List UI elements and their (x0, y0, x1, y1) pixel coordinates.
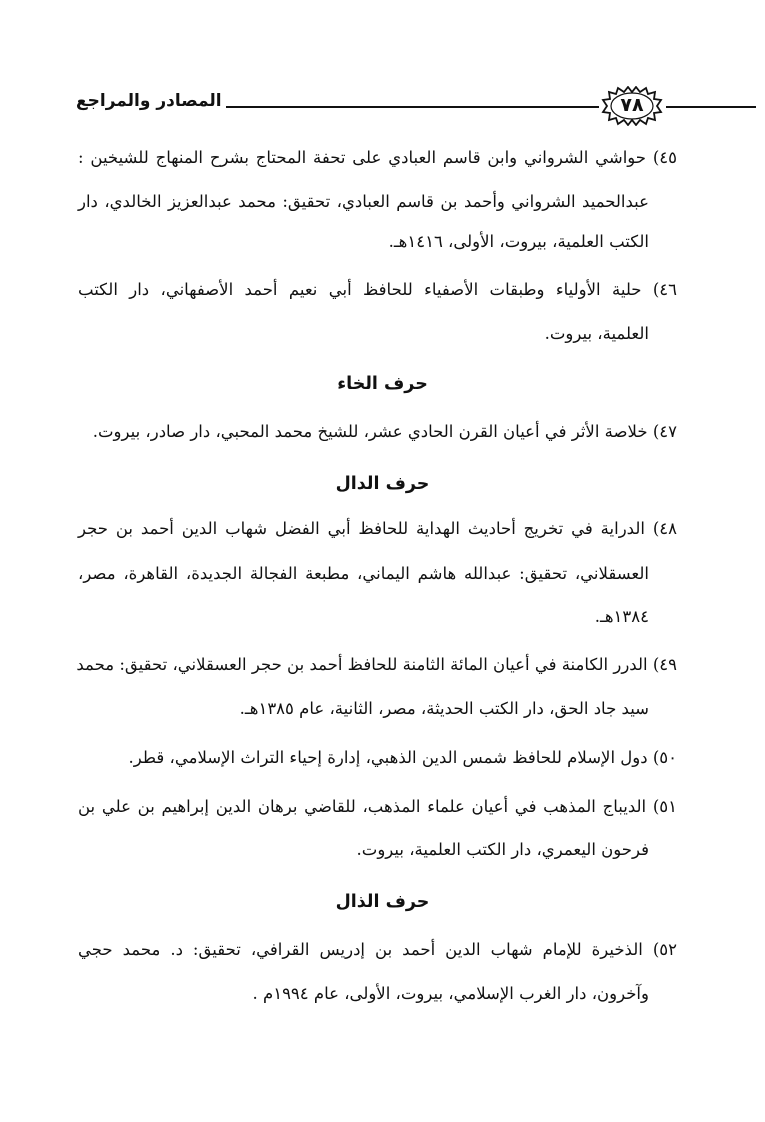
header-rule-left (214, 106, 599, 108)
entry-50-line-1: ٥٠) دول الإسلام للحافظ شمس الدين الذهبي، إدارة إحياء التراث الإسلامي، قطر. (128, 748, 677, 767)
entry-46-line-1: ٤٦) حلية الأولياء وطبقات الأصفياء للحافظ أبي نعيم أحمد الأصفهاني، دار الكتب (78, 280, 677, 299)
entry-45-line-1: ٤٥) حواشي الشرواني وابن قاسم العبادي على تحفة المحتاج بشرح المنهاج للشيخين : (78, 148, 677, 167)
section-heading-dal: حرف الدال (335, 474, 430, 494)
entry-47-line-1: ٤٧) خلاصة الأثر في أعيان القرن الحادي عشر، للشيخ محمد المحبي، دار صادر، بيروت. (92, 422, 677, 441)
running-title: المصادر والمراجع (76, 91, 226, 111)
entry-48-line-3: ١٣٨٤هـ. (594, 607, 649, 626)
entry-45-line-3: الكتب العلمية، بيروت، الأولى، ١٤١٦هـ. (388, 232, 649, 251)
page-number: ٧٨ (620, 94, 644, 116)
page-header (76, 86, 680, 126)
section-heading-dhal: حرف الذال (335, 892, 430, 912)
entry-52-line-1: ٥٢) الذخيرة للإمام شهاب الدين أحمد بن إدريس القرافي، تحقيق: د. محمد حجي (78, 940, 677, 959)
entry-48-line-2: العسقلاني، تحقيق: عبدالله هاشم اليماني، مطبعة الفجالة الجديدة، القاهرة، مصر، (78, 564, 649, 583)
entry-51-line-1: ٥١) الديباج المذهب في أعيان علماء المذهب، للقاضي برهان الدين إبراهيم بن علي بن (78, 797, 677, 816)
entry-49-line-2: سيد جاد الحق، دار الكتب الحديثة، مصر، الثانية، عام ١٣٨٥هـ. (239, 699, 649, 718)
entry-49-line-1: ٤٩) الدرر الكامنة في أعيان المائة الثامنة للحافظ أحمد بن حجر العسقلاني، تحقيق: محمد (76, 655, 677, 674)
entry-51-line-2: فرحون اليعمري، دار الكتب العلمية، بيروت. (356, 840, 649, 859)
entry-48-line-1: ٤٨) الدراية في تخريج أحاديث الهداية للحافظ أبي الفضل شهاب الدين أحمد بن حجر (78, 519, 677, 538)
header-rule-right (666, 106, 756, 108)
page-number-badge (599, 86, 665, 126)
entry-45-line-2: عبدالحميد الشرواني وأحمد بن قاسم العبادي، تحقيق: محمد عبدالعزيز الخالدي، دار (78, 192, 649, 211)
entry-52-line-2: وآخرون، دار الغرب الإسلامي، بيروت، الأولى، عام ١٩٩٤م . (252, 984, 649, 1003)
entry-46-line-2: العلمية، بيروت. (544, 324, 649, 343)
section-heading-kha: حرف الخاء (337, 374, 428, 394)
